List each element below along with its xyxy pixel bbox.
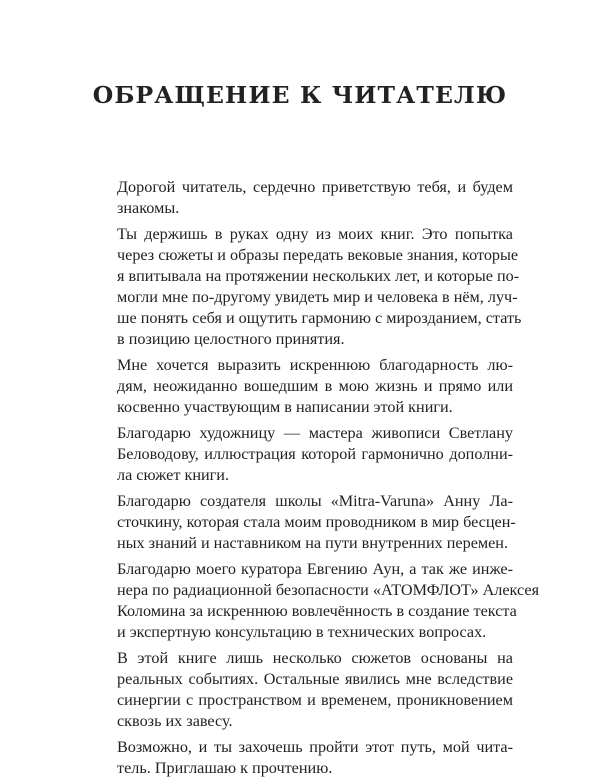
text-line: Беловодову, иллюстрация которой гармонично дополни- bbox=[117, 445, 513, 463]
text-line: Благодарю создателя школы «Mitra-Varuna» Анну Ла- bbox=[117, 492, 513, 510]
text-line: реальных событиях. Остальные явились мне вследствие bbox=[117, 670, 513, 688]
paragraph bbox=[95, 648, 513, 732]
text-line: сквозь их завесу. bbox=[117, 712, 233, 730]
text-line: через сюжеты и образы передать вековые знания, которые bbox=[117, 246, 519, 264]
paragraph bbox=[95, 491, 516, 554]
paragraph bbox=[95, 559, 540, 643]
text-line: В этой книге лишь несколько сюжетов основаны на bbox=[117, 649, 513, 667]
text-line: Возможно, и ты захочешь пройти этот путь, мой чита- bbox=[117, 738, 513, 756]
paragraph bbox=[95, 423, 513, 486]
text-line: знакомы. bbox=[117, 199, 180, 217]
text-line: и экспертную консультацию в технических вопросах. bbox=[117, 623, 487, 641]
paragraph bbox=[95, 224, 522, 350]
text-line: дям, неожиданно вошедшим в мою жизнь и прямо или bbox=[117, 377, 513, 395]
text-line: Ты держишь в руках одну из моих книг. Это попытка bbox=[117, 225, 513, 243]
text-line: Мне хочется выразить искреннюю благодарность лю- bbox=[117, 356, 513, 374]
text-line: Благодарю моего куратора Евгению Аун, а так же инже- bbox=[117, 560, 513, 578]
text-line: ше понять себя и ощутить гармонию с мирозданием, стать bbox=[117, 309, 522, 327]
paragraph bbox=[95, 355, 513, 418]
text-line: ла сюжет книги. bbox=[117, 466, 229, 484]
paragraph bbox=[95, 177, 513, 219]
text-line: могли мне по-другому увидеть мир и человека в нём, луч- bbox=[117, 288, 518, 306]
text-line: Коломина за искреннюю вовлечённость в создание текста bbox=[117, 602, 517, 620]
text-line: нера по радиационной безопасности «АТОМФЛОТ» Алексея bbox=[117, 581, 540, 599]
text-line: тель. Приглашаю к прочтению. bbox=[117, 759, 333, 777]
text-line: я впитывала на протяжении нескольких лет, и которые по- bbox=[117, 267, 520, 285]
text-line: косвенно участвующим в написании этой книги. bbox=[117, 398, 453, 416]
text-line: в позицию целостного принятия. bbox=[117, 330, 345, 348]
body-text bbox=[95, 177, 540, 784]
text-line: синергии с пространством и временем, проникновением bbox=[117, 691, 513, 709]
page-title: ОБРАЩЕНИЕ К ЧИТАТЕЛЮ bbox=[92, 81, 508, 109]
text-line: Благодарю художницу — мастера живописи Светлану bbox=[117, 424, 513, 442]
text-line: Дорогой читатель, сердечно приветствую тебя, и будем bbox=[117, 178, 513, 196]
text-line: ных знаний и наставником на пути внутренних перемен. bbox=[117, 534, 509, 552]
text-line: сточкину, которая стала моим проводником в мир бесцен- bbox=[117, 513, 516, 531]
paragraph bbox=[95, 737, 513, 779]
